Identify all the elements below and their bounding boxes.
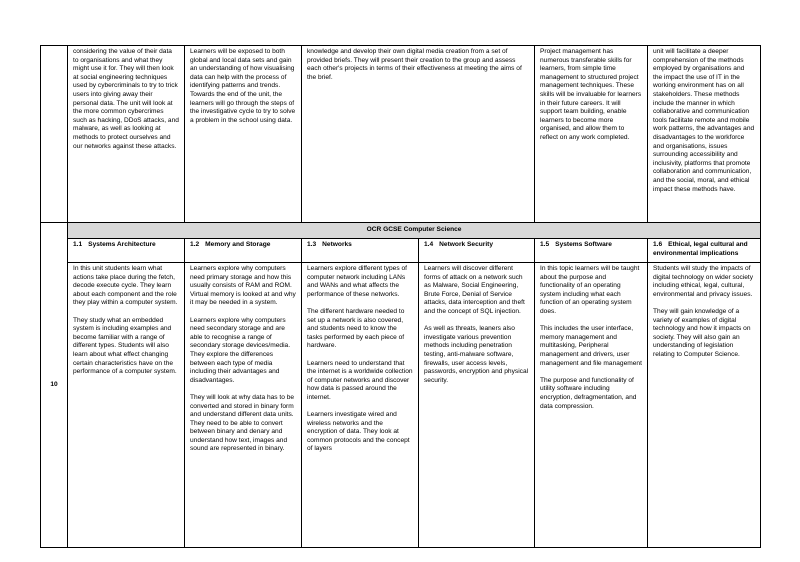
unit-number: 1.2 xyxy=(190,241,200,248)
description-paragraph: This includes the user interface, memory management and multitasking, Peripheral management and drivers, user management and file management xyxy=(540,325,642,367)
description-paragraph: In this unit students learn what actions take place during the fetch, decode execute cycle. They learn about each component and the role they play within a computer system. xyxy=(73,265,178,307)
description-paragraph: As well as threats, leaners also investigate various prevention methods including penetration testing, anti-malware software, firewalls, user access levels, passwords, encryption and physical security. xyxy=(424,325,529,384)
unit-header-1-2 xyxy=(185,239,302,263)
curriculum-page xyxy=(40,45,760,528)
description-paragraph: They study what an embedded system is including examples and become familiar with a range of different types. Students will also learn about what effect changing certain characteristics have on the performance of a computer system. xyxy=(73,316,177,376)
continuation-row-table xyxy=(40,45,761,223)
description-paragraph: Learners explore why computers need primary storage and how this usually consists of RAM and ROM. Virtual memory is looked at and why it may be needed in a system. xyxy=(190,265,296,307)
row-10-table xyxy=(40,222,761,548)
unit-header-1-3 xyxy=(302,239,419,263)
description-paragraph: Learners investigate wired and wireless networks and the encryption of data. They look at common protocols and the concept of layers xyxy=(307,411,410,453)
unit-title: Memory and Storage xyxy=(205,241,271,248)
continuation-cell-4: Project management has numerous transferable skills for learners, from simple time management to structured project management techniques. These skills will be invaluable for learners in their future careers. It will support team building, enable learners to become more organised, and allow them to reflect on any work completed. xyxy=(535,46,648,223)
description-paragraph: Learners explore different types of computer network including LANs and WANs and what affects the performance of these networks. xyxy=(307,265,407,298)
unit-description-1-4 xyxy=(419,263,535,548)
unit-description-1-1 xyxy=(68,263,185,548)
unit-number: 1.1 xyxy=(73,241,83,248)
unit-description-1-2 xyxy=(185,263,302,548)
unit-description-1-6 xyxy=(648,263,761,548)
description-paragraph: The different hardware needed to set up a network is also covered, and students need to know the tasks performed by each piece of hardware. xyxy=(307,307,405,350)
description-paragraph: Learners need to understand that the internet is a worldwide collection of computer networks and discover how data is passed around the internet. xyxy=(307,359,413,401)
description-paragraph: In this topic learners will be taught about the purpose and functionality of an operating system including what each function of an operating system does. xyxy=(540,265,640,315)
unit-number: 1.5 xyxy=(540,241,550,248)
continuation-cell-5: unit will facilitate a deeper comprehension of the methods employed by organisations and the impact the use of IT in the working environment has on all stakeholders. These methods include the manner in which collaborative and communication tools facilitate remote and mobile work patterns, the advantages and disadvantages to the workforce and organisations, issues surrounding accessibility and inclusivity, platforms that promote collaboration and communication, and the social, moral, and ethical impact these methods have. xyxy=(648,46,761,223)
unit-title: Systems Software xyxy=(555,241,612,248)
continuation-cell-1: considering the value of their data to organisations and what they might use it for. They will then look at social engineering techniques used by cybercriminals to try to trick users into giving away their personal data. The unit will look at the more common cybercrimes such as hacking, DDoS attacks, and malware, as well as looking at methods to protect ourselves and our networks against these attacks. xyxy=(68,46,185,223)
continuation-number-cell xyxy=(41,46,68,223)
unit-number: 1.4 xyxy=(424,241,434,248)
description-paragraph: The purpose and functionality of utility software including encryption, defragmentation, and data compression. xyxy=(540,376,637,410)
description-paragraph: Students will study the impacts of digital technology on wider society including ethical, legal, cultural, environmental and privacy issues. xyxy=(653,265,754,298)
unit-number: 1.3 xyxy=(307,241,317,248)
unit-number: 1.6 xyxy=(653,241,663,248)
description-paragraph: Learners explore why computers need secondary storage and are able to recognise a range of secondary storage devices/media. They explore the differences between each type of media including their advantages and disadvantages. xyxy=(190,316,291,384)
unit-description-1-5 xyxy=(535,263,648,548)
continuation-cell-2: Learners will be exposed to both global and local data sets and gain an understanding of how visualising data can help with the process of identifying patterns and trends. Towards the end of the unit, the learners will go through the steps of the investigative cycle to try to solve a problem in the school using data. xyxy=(185,46,302,223)
row-number: 10 xyxy=(41,223,68,548)
description-paragraph: They will look at why data has to be converted and stored in binary form and understand different data units. They need to be able to convert between binary and denary and understand how text, images and sound are represented in binary. xyxy=(190,393,295,453)
unit-header-1-1 xyxy=(68,239,185,263)
unit-description-1-3 xyxy=(302,263,419,548)
description-paragraph: Learners will discover different forms of attack on a network such as Malware, Social Engineering, Brute Force, Denial of Service attacks, data interception and theft and the concept of SQL injection. xyxy=(424,265,525,315)
unit-header-1-4 xyxy=(419,239,535,263)
unit-header-1-6 xyxy=(648,239,761,263)
continuation-cell-3: knowledge and develop their own digital media creation from a set of provided briefs. They will present their creation to the group and assess each other's projects in terms of their effectiveness at meeting the aims of the brief. xyxy=(302,46,535,223)
unit-title: Systems Architecture xyxy=(88,241,156,248)
unit-title: Network Security xyxy=(439,241,494,248)
unit-title: Networks xyxy=(322,241,352,248)
description-paragraph: They will gain knowledge of a variety of examples of digital technology and how it impacts on society. They will also gain an understanding of legislation relating to Computer Science. xyxy=(653,307,751,358)
unit-title: Ethical, legal cultural and environmental implications xyxy=(653,241,748,257)
course-banner: OCR GCSE Computer Science xyxy=(68,223,761,239)
unit-header-1-5 xyxy=(535,239,648,263)
